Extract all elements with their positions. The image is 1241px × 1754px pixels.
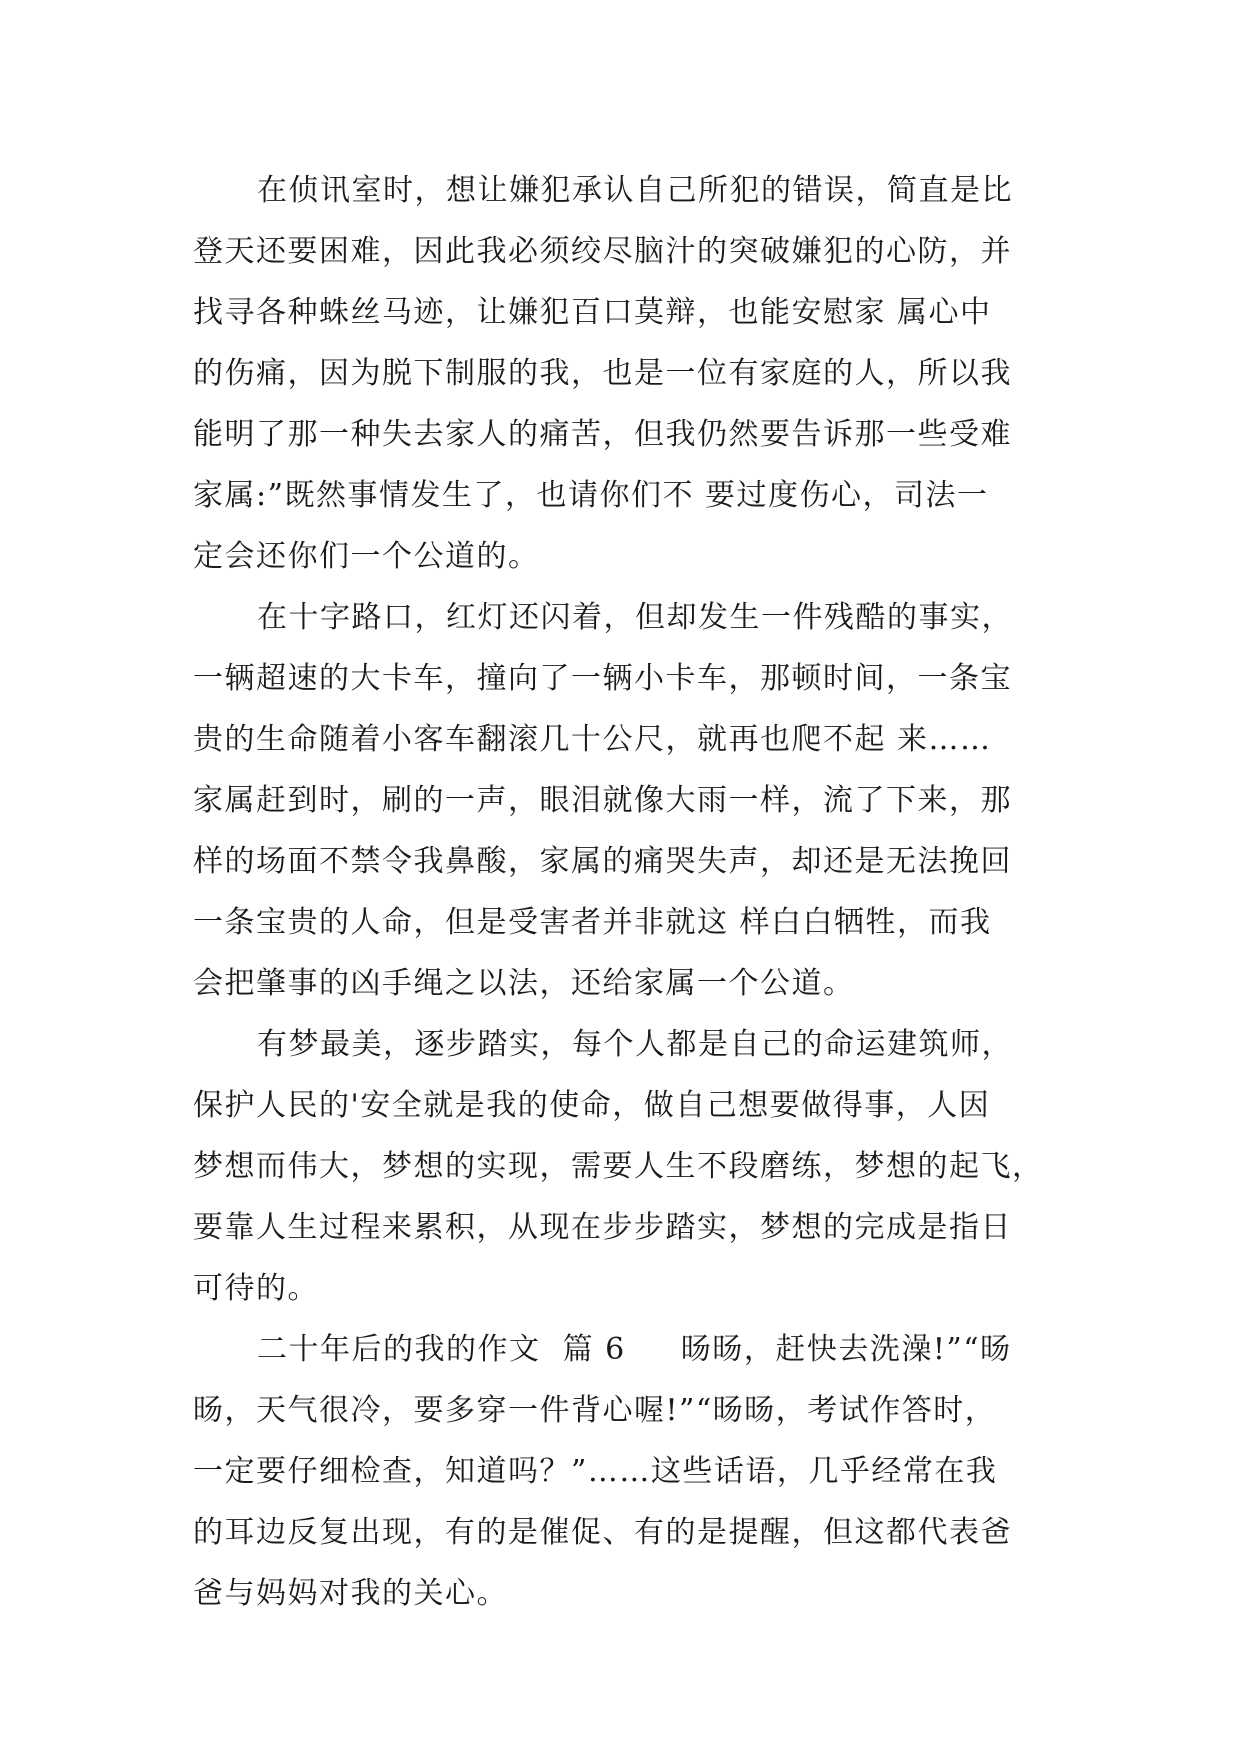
text-line: 保护人民的'安全就是我的使命，做自己想要做得事，人因 xyxy=(193,1088,991,1123)
text-line: 可待的。 xyxy=(193,1271,319,1306)
paragraph-interrogation xyxy=(193,160,1063,587)
text-line: 二十年后的我的作文 篇 6 旸旸，赶快去洗澡!”“旸 xyxy=(257,1332,1012,1367)
text-line: 家属赶到时，刷的一声，眼泪就像大雨一样，流了下来，那 xyxy=(193,783,1012,818)
text-line: 的耳边反复出现，有的是催促、有的是提醒，但这都代表爸 xyxy=(193,1515,1012,1550)
text-line: 一条宝贵的人命，但是受害者并非就这 样白白牺牲，而我 xyxy=(193,905,992,940)
text-line: 会把肇事的凶手绳之以法，还给家属一个公道。 xyxy=(193,966,855,1001)
paragraph-essay-6 xyxy=(193,1319,1063,1624)
paragraph-dream xyxy=(193,1014,1063,1319)
text-line: 家属:”既然事情发生了，也请你们不 要过度伤心，司法一 xyxy=(193,478,989,513)
text-line: 有梦最美，逐步踏实，每个人都是自己的命运建筑师， xyxy=(257,1027,1013,1062)
text-line: 登天还要困难，因此我必须绞尽脑汁的突破嫌犯的心防，并 xyxy=(193,234,1012,269)
text-line: 定会还你们一个公道的。 xyxy=(193,539,540,574)
text-line: 梦想而伟大，梦想的实现，需要人生不段磨练，梦想的起飞， xyxy=(193,1149,1044,1184)
text-line: 一定要仔细检查，知道吗？”……这些话语，几乎经常在我 xyxy=(193,1454,998,1489)
text-line: 爸与妈妈对我的关心。 xyxy=(193,1576,508,1611)
text-line: 能明了那一种失去家人的痛苦，但我仍然要告诉那一些受难 xyxy=(193,417,1012,452)
text-line: 的伤痛，因为脱下制服的我，也是一位有家庭的人，所以我 xyxy=(193,356,1012,391)
text-line: 样的场面不禁令我鼻酸，家属的痛哭失声，却还是无法挽回 xyxy=(193,844,1012,879)
document-body xyxy=(193,160,1063,1624)
text-line: 旸，天气很冷，要多穿一件背心喔!”“旸旸，考试作答时， xyxy=(193,1393,997,1428)
text-line: 找寻各种蛛丝马迹，让嫌犯百口莫辩，也能安慰家 属心中 xyxy=(193,295,992,330)
text-line: 贵的生命随着小客车翻滚几十公尺，就再也爬不起 来…… xyxy=(193,722,992,757)
text-line: 一辆超速的大卡车，撞向了一辆小卡车，那顿时间，一条宝 xyxy=(193,661,1012,696)
text-line: 要靠人生过程来累积，从现在步步踏实，梦想的完成是指日 xyxy=(193,1210,1012,1245)
paragraph-accident xyxy=(193,587,1063,1014)
text-line: 在十字路口，红灯还闪着，但却发生一件残酷的事实， xyxy=(257,600,1013,635)
text-line: 在侦讯室时，想让嫌犯承认自己所犯的错误，简直是比 xyxy=(257,173,1013,208)
